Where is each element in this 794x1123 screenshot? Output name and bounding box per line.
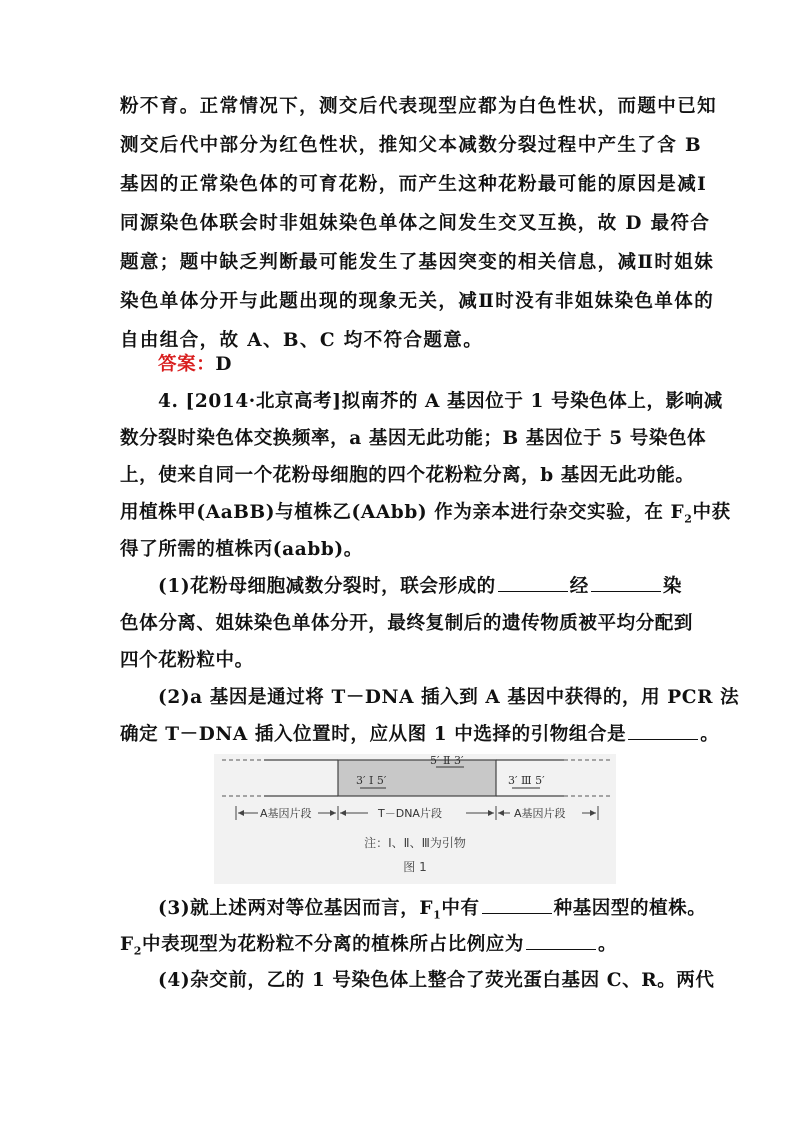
question4-line-5: 得了所需的植株丙(aabb)。 xyxy=(120,539,363,560)
explanation-line-2: 测交后代中部分为红色性状，推知父本减数分裂过程中产生了含 B xyxy=(120,135,703,156)
f2-subscript: 2 xyxy=(684,512,693,526)
figure-1 xyxy=(214,754,616,884)
answer-blank-4[interactable] xyxy=(482,895,552,914)
arrowhead-6 xyxy=(590,810,596,816)
explanation-line-1: 粉不育。正常情况下，测交后代表现型应都为白色性状，而题中已知 xyxy=(120,96,718,117)
segment-left-label: A基因片段 xyxy=(260,807,312,820)
segment-right-label: A基因片段 xyxy=(514,807,566,820)
arrowhead-1 xyxy=(238,810,244,816)
part1-text-a: (1)花粉母细胞减数分裂时，联会形成的 xyxy=(158,576,496,597)
answer-blank-5[interactable] xyxy=(526,931,596,950)
primer-1-label: 3′ Ⅰ 5′ xyxy=(356,774,387,787)
segment-mid-label: T－DNA片段 xyxy=(378,807,442,820)
part3-line-1 xyxy=(158,894,707,924)
part1-text-c: 染 xyxy=(662,576,682,597)
arrowhead-4 xyxy=(488,810,494,816)
explanation-line-3: 基因的正常染色体的可育花粉，而产生这种花粉最可能的原因是减Ⅰ xyxy=(120,174,708,195)
part3-text-d: 中表现型为花粉粒不分离的植株所占比例应为 xyxy=(142,934,525,955)
explanation-line-5: 题意；题中缺乏判断最可能发生了基因突变的相关信息，减Ⅱ时姐妹 xyxy=(120,252,715,273)
answer-blank-3[interactable] xyxy=(628,721,698,740)
arrowhead-5 xyxy=(498,810,504,816)
question4-line-4-tail: 中获 xyxy=(692,502,731,523)
part2-line-1: (2)a 基因是通过将 T－DNA 插入到 A 基因中获得的，用 PCR 法 xyxy=(158,687,740,708)
part3-text-c: 种基因型的植株。 xyxy=(553,898,707,919)
arrowhead-2 xyxy=(330,810,336,816)
answer-blank-2[interactable] xyxy=(591,573,661,592)
explanation-line-4: 同源染色体联会时非姐妹染色单体之间发生交叉互换，故 D 最符合 xyxy=(120,213,711,234)
answer-blank-1[interactable] xyxy=(498,573,568,592)
question4-line-1: 4. [2014·北京高考]拟南芥的 A 基因位于 1 号染色体上，影响减 xyxy=(158,391,723,412)
answer-value: D xyxy=(215,354,232,375)
figure-note: 注：Ⅰ、Ⅱ、Ⅲ为引物 xyxy=(364,836,466,850)
part2-line-2 xyxy=(120,720,720,750)
question4-line-3: 上，使来自同一个花粉母细胞的四个花粉粒分离，b 基因无此功能。 xyxy=(120,465,695,486)
part3-line-2 xyxy=(120,930,676,960)
primer-2-label: 5′ Ⅱ 3′ xyxy=(430,754,464,767)
part2-text-b: 。 xyxy=(700,724,720,745)
part3-text-a: (3)就上述两对等位基因而言，F xyxy=(158,898,434,919)
question4-line-4 xyxy=(120,498,731,528)
question4-line-4-text: 用植株甲(AaBB)与植株乙(AAbb) 作为亲本进行杂交实验，在 F xyxy=(120,502,685,523)
explanation-line-7: 自由组合，故 A、B、C 均不符合题意。 xyxy=(120,330,484,351)
part1-line-1 xyxy=(158,572,682,602)
part3-text-e: 。 xyxy=(598,934,618,955)
primer-3-label: 3′ Ⅲ 5′ xyxy=(508,774,545,787)
answer-line xyxy=(158,350,676,380)
f2-subscript-part3: 2 xyxy=(133,944,142,958)
part3-text-b: 中有 xyxy=(441,898,480,919)
question4-line-2: 数分裂时染色体交换频率，a 基因无此功能；B 基因位于 5 号染色体 xyxy=(120,428,707,449)
answer-label: 答案： xyxy=(158,354,216,375)
arrowhead-3 xyxy=(340,810,346,816)
figure-caption: 图 1 xyxy=(403,860,427,874)
f1-subscript: 1 xyxy=(433,908,442,922)
part1-line-3: 四个花粉粒中。 xyxy=(120,650,254,671)
part4-line-1: (4)杂交前，乙的 1 号染色体上整合了荧光蛋白基因 C、R。两代 xyxy=(158,970,715,991)
dna-diagram xyxy=(214,754,616,834)
part3-f2: F xyxy=(120,934,134,955)
part1-text-b: 经 xyxy=(569,576,589,597)
part1-line-2: 色体分离、姐妹染色单体分开，最终复制后的遗传物质被平均分配到 xyxy=(120,613,694,634)
part2-text-a: 确定 T－DNA 插入位置时，应从图 1 中选择的引物组合是 xyxy=(120,724,627,745)
explanation-line-6: 染色单体分开与此题出现的现象无关，减Ⅱ时没有非姐妹染色单体的 xyxy=(120,291,715,312)
